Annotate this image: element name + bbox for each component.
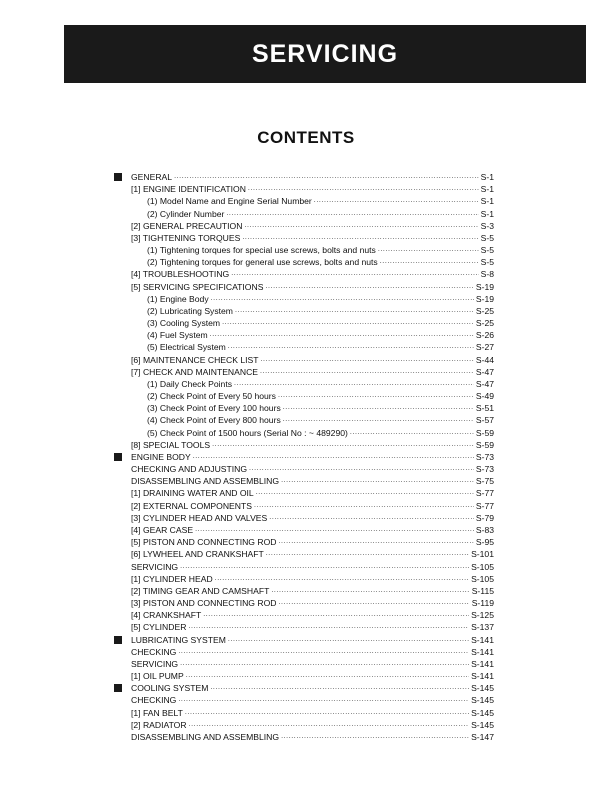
toc-entry-label: [6] MAINTENANCE CHECK LIST [131, 354, 259, 365]
toc-page-number: S-47 [475, 366, 494, 377]
toc-entry-label: DISASSEMBLING AND ASSEMBLING [131, 731, 280, 742]
toc-entry-label: [3] PISTON AND CONNECTING ROD [131, 598, 277, 609]
toc-page-number: S-77 [475, 500, 494, 511]
toc-page-number: S-49 [475, 391, 494, 402]
dot-leader [249, 463, 474, 475]
dot-leader [174, 171, 479, 183]
toc-entry-label: [1] DRAINING WATER AND OIL [131, 488, 254, 499]
toc-page-number: S-19 [475, 281, 494, 292]
toc-page-number: S-25 [475, 318, 494, 329]
dot-leader [256, 487, 474, 499]
toc-entry-label: ENGINE BODY [131, 451, 191, 462]
toc-page-number: S-1 [480, 196, 494, 207]
dot-leader [248, 183, 479, 195]
toc-entry-row[interactable] [114, 414, 494, 426]
toc-page-number: S-145 [471, 695, 494, 706]
toc-entry-label: (5) Electrical System [147, 342, 226, 353]
toc-entry-row[interactable] [114, 524, 494, 536]
section-marker-icon [114, 684, 122, 692]
contents-heading: CONTENTS [257, 128, 355, 147]
toc-page-number: S-125 [471, 610, 494, 621]
toc-section-row[interactable] [114, 682, 494, 694]
toc-entry-label: [6] LYWHEEL AND CRANKSHAFT [131, 549, 264, 560]
toc-entry-row[interactable] [114, 183, 494, 195]
dot-leader [378, 244, 479, 256]
toc-page-number: S-59 [475, 439, 494, 450]
toc-page-number: S-51 [475, 403, 494, 414]
dot-leader [278, 597, 469, 609]
toc-entry-row[interactable] [114, 573, 494, 585]
toc-page-number: S-1 [480, 172, 494, 182]
dot-leader [178, 694, 469, 706]
toc-page-number: S-95 [475, 537, 494, 548]
dot-leader [186, 670, 469, 682]
toc-entry-label: [4] GEAR CASE [131, 524, 194, 535]
toc-entry-label: [4] CRANKSHAFT [131, 610, 202, 621]
toc-entry-row[interactable] [114, 621, 494, 633]
toc-entry-row[interactable] [114, 719, 494, 731]
toc-entry-label: (1) Daily Check Points [147, 378, 233, 389]
toc-entry-label: CHECKING [131, 646, 177, 657]
toc-page-number: S-44 [475, 354, 494, 365]
toc-page-number: S-105 [471, 573, 494, 584]
toc-entry-label: [7] CHECK AND MAINTENANCE [131, 366, 259, 377]
toc-entry-label: CHECKING [131, 695, 177, 706]
toc-entry-row[interactable] [114, 427, 494, 439]
toc-section-row[interactable] [114, 451, 494, 463]
toc-page-number: S-79 [475, 512, 494, 523]
dot-leader [278, 536, 473, 548]
dot-leader [269, 512, 474, 524]
toc-page-number: S-75 [475, 476, 494, 487]
toc-page-number: S-27 [475, 342, 494, 353]
toc-entry-label: DISASSEMBLING AND ASSEMBLING [131, 476, 280, 487]
dot-leader [235, 305, 474, 317]
toc-entry-row[interactable] [114, 658, 494, 670]
toc-entry-row[interactable] [114, 609, 494, 621]
toc-page-number: S-59 [475, 427, 494, 438]
toc-entry-label: [8] SPECIAL TOOLS [131, 439, 211, 450]
toc-entry-label: (2) Cylinder Number [147, 208, 225, 219]
toc-page-number: S-3 [480, 220, 494, 231]
toc-page-number: S-147 [471, 731, 494, 742]
toc-entry-label: (5) Check Point of 1500 hours (Serial No : ~ 489290) [147, 427, 348, 438]
dot-leader [180, 561, 469, 573]
dot-leader [211, 293, 474, 305]
toc-entry-label: [5] PISTON AND CONNECTING ROD [131, 537, 277, 548]
toc-entry-row[interactable] [114, 707, 494, 719]
toc-entry-row[interactable] [114, 256, 494, 268]
toc-page-number: S-141 [471, 658, 494, 669]
section-marker-icon [114, 453, 122, 461]
dot-leader [189, 719, 470, 731]
dot-leader [314, 195, 479, 207]
dot-leader [193, 451, 474, 463]
dot-leader [283, 402, 474, 414]
toc-entry-row[interactable] [114, 354, 494, 366]
dot-leader [283, 414, 474, 426]
dot-leader [203, 609, 469, 621]
toc-entry-label: CHECKING AND ADJUSTING [131, 464, 248, 475]
toc-page-number: S-141 [471, 671, 494, 682]
dot-leader [228, 634, 469, 646]
dot-leader [281, 731, 469, 743]
dot-leader [260, 366, 474, 378]
toc-entry-label: (4) Fuel System [147, 330, 208, 341]
toc-entry-label: [4] TROUBLESHOOTING [131, 269, 230, 280]
toc-entry-row[interactable] [114, 402, 494, 414]
dot-leader [231, 268, 478, 280]
toc-entry-label: (3) Check Point of Every 100 hours [147, 403, 281, 414]
toc-page-number: S-1 [480, 208, 494, 219]
toc-entry-label: (1) Tightening torques for special use screws, bolts and nuts [147, 245, 376, 256]
toc-entry-row[interactable] [114, 597, 494, 609]
toc-entry-row[interactable] [114, 585, 494, 597]
toc-entry-label: [3] TIGHTENING TORQUES [131, 232, 241, 243]
toc-page-number: S-119 [471, 598, 494, 609]
toc-entry-row[interactable] [114, 463, 494, 475]
toc-entry-row[interactable] [114, 268, 494, 280]
toc-page-number: S-19 [475, 293, 494, 304]
toc-page-number: S-101 [471, 549, 494, 560]
toc-entry-row[interactable] [114, 561, 494, 573]
toc-entry-row[interactable] [114, 366, 494, 378]
toc-entry-label: [2] TIMING GEAR AND CAMSHAFT [131, 585, 270, 596]
toc-entry-row[interactable] [114, 536, 494, 548]
toc-entry-row[interactable] [114, 487, 494, 499]
dot-leader [380, 256, 479, 268]
toc-page-number: S-145 [471, 719, 494, 730]
toc-page-number: S-145 [471, 683, 494, 694]
dot-leader [178, 646, 469, 658]
dot-leader [222, 317, 474, 329]
dot-leader [244, 220, 478, 232]
toc-entry-row[interactable] [114, 694, 494, 706]
toc-entry-label: [1] OIL PUMP [131, 671, 184, 682]
toc-entry-label: [5] SERVICING SPECIFICATIONS [131, 281, 264, 292]
dot-leader [210, 329, 474, 341]
toc-entry-label: (1) Engine Body [147, 293, 209, 304]
toc-entry-row[interactable] [114, 731, 494, 743]
toc-entry-row[interactable] [114, 281, 494, 293]
toc-page-number: S-73 [475, 464, 494, 475]
toc-entry-label: (2) Check Point of Every 50 hours [147, 391, 276, 402]
dot-leader [195, 524, 474, 536]
toc-entry-row[interactable] [114, 500, 494, 512]
toc-entry-label: (2) Lubricating System [147, 305, 233, 316]
dot-leader [180, 658, 469, 670]
toc-entry-row[interactable] [114, 378, 494, 390]
dot-leader [254, 500, 474, 512]
header-bar [64, 25, 586, 83]
toc-entry-label: SERVICING [131, 561, 179, 572]
toc-page-number: S-5 [480, 257, 494, 268]
toc-entry-row[interactable] [114, 646, 494, 658]
dot-leader [266, 548, 469, 560]
toc-section-row[interactable] [114, 634, 494, 646]
dot-leader [210, 682, 469, 694]
dot-leader [242, 232, 478, 244]
toc-entry-label: [2] EXTERNAL COMPONENTS [131, 500, 252, 511]
toc-entry-label: SERVICING [131, 658, 179, 669]
dot-leader [278, 390, 474, 402]
toc-section-row[interactable] [114, 171, 494, 183]
toc-page-number: S-5 [480, 245, 494, 256]
dot-leader [188, 621, 469, 633]
dot-leader [281, 475, 474, 487]
toc-entry-label: [3] CYLINDER HEAD AND VALVES [131, 512, 268, 523]
toc-entry-label: [2] GENERAL PRECAUTION [131, 220, 243, 231]
toc-entry-row[interactable] [114, 208, 494, 220]
dot-leader [350, 427, 474, 439]
toc-page-number: S-141 [471, 634, 494, 645]
dot-leader [226, 208, 478, 220]
page-title: SERVICING [251, 39, 399, 68]
table-of-contents [114, 171, 494, 743]
toc-page-number: S-73 [475, 451, 494, 462]
toc-page-number: S-26 [475, 330, 494, 341]
toc-page-number: S-105 [471, 561, 494, 572]
toc-page-number: S-8 [480, 269, 494, 280]
toc-entry-row[interactable] [114, 195, 494, 207]
toc-entry-row[interactable] [114, 341, 494, 353]
toc-entry-row[interactable] [114, 512, 494, 524]
toc-entry-row[interactable] [114, 317, 494, 329]
toc-page-number: S-47 [475, 378, 494, 389]
toc-entry-row[interactable] [114, 232, 494, 244]
dot-leader [215, 573, 469, 585]
toc-page-number: S-83 [475, 524, 494, 535]
toc-entry-label: COOLING SYSTEM [131, 683, 209, 694]
toc-entry-label: (4) Check Point of Every 800 hours [147, 415, 281, 426]
toc-entry-label: (1) Model Name and Engine Serial Number [147, 196, 312, 207]
toc-entry-label: LUBRICATING SYSTEM [131, 634, 226, 645]
toc-entry-row[interactable] [114, 439, 494, 451]
toc-entry-row[interactable] [114, 329, 494, 341]
section-marker-icon [114, 173, 122, 181]
toc-entry-row[interactable] [114, 220, 494, 232]
toc-entry-label: [1] CYLINDER HEAD [131, 573, 213, 584]
toc-entry-label: (2) Tightening torques for general use screws, bolts and nuts [147, 257, 378, 268]
toc-entry-label: GENERAL [131, 172, 173, 182]
dot-leader [271, 585, 469, 597]
toc-page-number: S-77 [475, 488, 494, 499]
dot-leader [234, 378, 474, 390]
toc-entry-row[interactable] [114, 305, 494, 317]
toc-page-number: S-57 [475, 415, 494, 426]
toc-entry-label: (3) Cooling System [147, 318, 221, 329]
toc-entry-row[interactable] [114, 475, 494, 487]
toc-entry-label: [1] ENGINE IDENTIFICATION [131, 184, 246, 195]
toc-entry-label: [1] FAN BELT [131, 707, 183, 718]
section-marker-icon [114, 636, 122, 644]
toc-page-number: S-141 [471, 646, 494, 657]
toc-entry-row[interactable] [114, 244, 494, 256]
toc-entry-row[interactable] [114, 670, 494, 682]
dot-leader [261, 354, 474, 366]
toc-page-number: S-137 [471, 622, 494, 633]
toc-page-number: S-1 [480, 184, 494, 195]
toc-entry-row[interactable] [114, 390, 494, 402]
toc-page-number: S-145 [471, 707, 494, 718]
toc-entry-row[interactable] [114, 548, 494, 560]
toc-page-number: S-5 [480, 232, 494, 243]
toc-entry-label: [2] RADIATOR [131, 719, 187, 730]
dot-leader [212, 439, 474, 451]
toc-page-number: S-115 [471, 585, 494, 596]
toc-entry-row[interactable] [114, 293, 494, 305]
dot-leader [265, 281, 473, 293]
dot-leader [228, 341, 474, 353]
dot-leader [185, 707, 469, 719]
toc-page-number: S-25 [475, 305, 494, 316]
toc-entry-label: [5] CYLINDER [131, 622, 187, 633]
